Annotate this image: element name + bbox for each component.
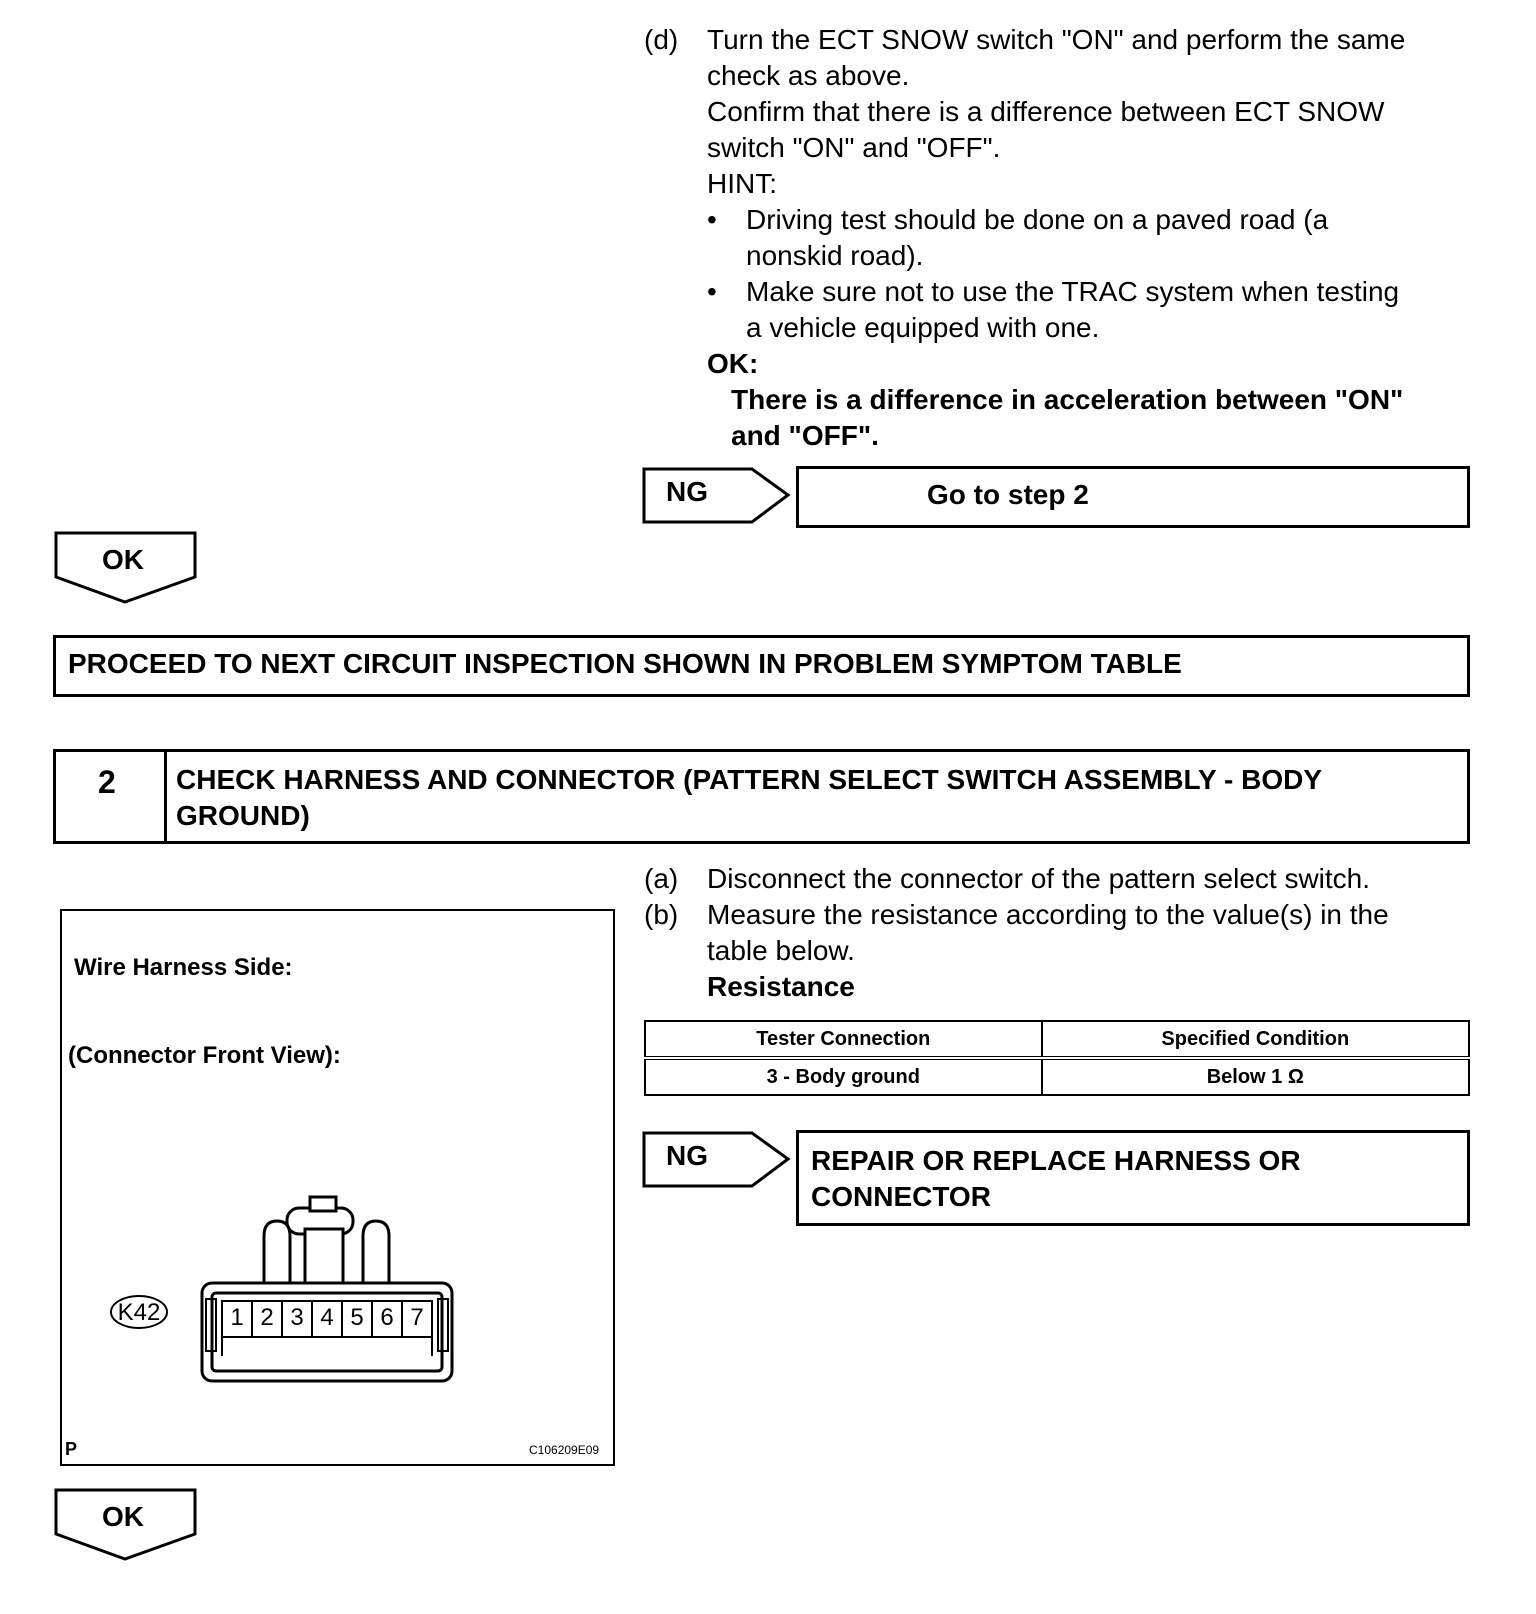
hint-line: nonskid road). (746, 240, 924, 271)
proceed-text: PROCEED TO NEXT CIRCUIT INSPECTION SHOWN IN PROBLEM SYMPTOM TABLE (68, 648, 1182, 679)
ok-condition-line: and "OFF". (731, 420, 879, 451)
ng-action-text: Go to step 2 (927, 479, 1089, 510)
ng-action-box (796, 1130, 1470, 1226)
ng-arrow-shape (642, 1131, 792, 1191)
table-row (645, 1058, 1469, 1095)
step-d-line2: check as above. (707, 60, 910, 91)
step-d-line1: Turn the ECT SNOW switch "ON" and perform the same (707, 24, 1406, 55)
bullet: • (707, 204, 717, 235)
ok-label: OK (102, 544, 144, 575)
resistance-table (644, 1020, 1470, 1096)
table-header-cell: Tester Connection (645, 1021, 1042, 1058)
ng-action-line: REPAIR OR REPLACE HARNESS OR (811, 1145, 1301, 1176)
pin-label: 5 (350, 1304, 364, 1331)
ng-action-line: CONNECTOR (811, 1181, 991, 1212)
proceed-box (53, 635, 1470, 697)
step-b-line: table below. (707, 935, 855, 966)
hint-line: a vehicle equipped with one. (746, 312, 1100, 343)
step-d-line4: switch "ON" and "OFF". (707, 132, 1001, 163)
step-b-label: (b) (644, 899, 679, 930)
bullet: • (707, 276, 717, 307)
step2-title-line: GROUND) (176, 800, 310, 831)
ok-condition-line: There is a difference in acceleration between "ON" (731, 384, 1404, 415)
table-header-cell: Specified Condition (1042, 1021, 1469, 1058)
step-d (644, 22, 1474, 462)
hint-line: Driving test should be done on a paved road (a (746, 204, 1329, 235)
pin-label: 7 (410, 1304, 424, 1331)
step-a-label: (a) (644, 863, 679, 894)
step2-title-line: CHECK HARNESS AND CONNECTOR (PATTERN SELECT SWITCH ASSEMBLY - BODY (176, 764, 1322, 795)
figure-title-view: (Connector Front View): (68, 1042, 341, 1069)
pin-label: 4 (320, 1304, 334, 1331)
hint-line: Make sure not to use the TRAC system when testing (746, 276, 1400, 307)
step-d-label: (d) (644, 24, 679, 55)
figure-title-harness: Wire Harness Side: (74, 954, 293, 981)
table-cell: Below 1 Ω (1042, 1058, 1469, 1095)
ng-label: NG (666, 1140, 708, 1171)
table-cell: 3 - Body ground (645, 1058, 1042, 1095)
ng-arrow-shape (642, 467, 792, 527)
step-d-text (707, 22, 1467, 202)
pin-label: 6 (380, 1304, 394, 1331)
step2-instructions (644, 861, 1474, 1011)
step2-title (176, 762, 1322, 834)
pin-label: 1 (230, 1304, 244, 1331)
hint-item (707, 202, 1447, 274)
pin-label: 2 (260, 1304, 274, 1331)
ng-label: NG (666, 476, 708, 507)
step-b-line: Measure the resistance according to the value(s) in the (707, 899, 1389, 930)
pin-label: 3 (290, 1304, 304, 1331)
connector-figure (60, 909, 615, 1466)
hint-label: HINT: (707, 168, 777, 199)
connector-drawing (62, 911, 613, 1464)
table-header-row (645, 1021, 1469, 1058)
ok-condition (731, 382, 1471, 454)
step-a-text: Disconnect the connector of the pattern select switch. (707, 863, 1371, 894)
figure-code: C106209E09 (529, 1443, 600, 1457)
connector-id: K42 (117, 1299, 161, 1326)
step2-divider (164, 752, 167, 841)
ng-action-box (796, 466, 1470, 528)
figure-corner-mark: P (65, 1439, 78, 1459)
ng-action-text (811, 1143, 1301, 1215)
hint-item (707, 274, 1447, 346)
ok-label: OK (102, 1501, 144, 1532)
step2-header (53, 749, 1470, 844)
step-b-text (707, 897, 1467, 1005)
step-d-line3: Confirm that there is a difference between ECT SNOW (707, 96, 1385, 127)
ok-label: OK: (707, 348, 759, 379)
step2-number: 2 (98, 764, 116, 800)
resistance-heading: Resistance (707, 971, 855, 1002)
